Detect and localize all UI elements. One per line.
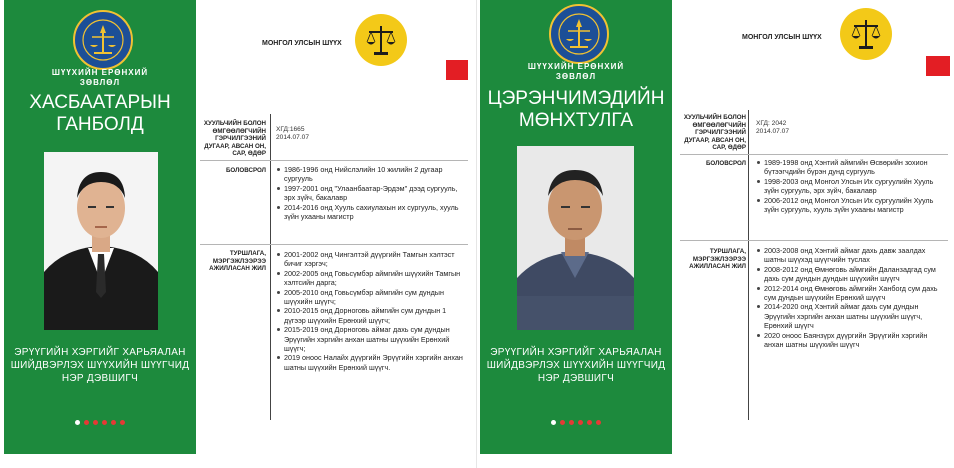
section-divider	[748, 110, 749, 420]
carousel-dot[interactable]	[102, 420, 107, 425]
experience-label: ТУРШЛАГА, МЭРГЭЖЛЭЭРЭЭ АЖИЛЛАСАН ЖИЛ	[209, 250, 266, 273]
list-item: 2002-2005 онд Говьсүмбэр аймгийн шүүхийн Тамгын хэлтсийн дарга;	[276, 269, 466, 288]
carousel-dot[interactable]	[569, 420, 574, 425]
candidate-name: ХАСБААТАРЫН ГАНБОЛД	[29, 92, 171, 135]
candidate-name: ЦЭРЭНЧИМЭДИЙН МӨНХТУЛГА	[487, 88, 665, 131]
candidate-card-1	[0, 0, 474, 468]
list-item: 2005-2010 онд Говьсүмбэр аймгийн сум дундын шүүхийн шүүгч;	[276, 288, 466, 307]
court-scales-emblem-icon	[840, 8, 892, 60]
decree-label: ХУУЛЬЧИЙН БОЛОН ӨМГӨӨЛӨГЧИЙН ГЭРЧИЛГЭЭНИЙ ДУГААР, АВСАН ОН, САР, ӨДӨР	[683, 114, 746, 152]
judicial-council-emblem-icon	[73, 10, 133, 70]
decree-value: ХГД: 2042 2014.07.07	[756, 120, 790, 135]
list-item: 2012-2014 онд Өмнөговь аймгийн Ханбогд сум дахь сум дундын шүүхийн Ерөнхий шүүгч	[756, 284, 946, 303]
judicial-council-emblem-icon	[549, 4, 609, 64]
carousel-dot[interactable]	[578, 420, 583, 425]
list-item: 2010-2015 онд Дорноговь аймгийн сум дундын 1 дүгээр шүүхийн Ерөнхий шүүгч;	[276, 306, 466, 325]
court-label: МОНГОЛ УЛСЫН ШҮҮХ	[742, 34, 822, 41]
list-item: 2015-2019 онд Дорноговь аймаг дахь сум дундын Эрүүгийн хэргийн анхан шатны шүүхийн Ерөнхий шүүгч;	[276, 325, 466, 353]
court-scales-emblem-icon	[355, 14, 407, 66]
list-item: 1989-1998 онд Хэнтий аймгийн Өсвөрийн зохион бүтээгчдийн бүрэн дунд сургууль	[756, 158, 946, 177]
position-title: ЭРҮҮГИЙН ХЭРГИЙГ ХАРЬЯАЛАН ШИЙДВЭРЛЭХ ШҮҮХИЙН ШҮҮГЧИД НЭР ДЭВШИГЧ	[486, 347, 666, 384]
carousel-dot[interactable]	[93, 420, 98, 425]
list-item: 2014-2020 онд Хэнтий аймаг дахь сум дундын Эрүүгийн хэргийн анхан шатны шүүхийн шүүгч, Ерөнхий шүүгч	[756, 302, 946, 330]
court-label: МОНГОЛ УЛСЫН ШҮҮХ	[262, 40, 342, 47]
profile-panel	[4, 0, 196, 454]
list-item: 2001-2002 онд Чингэлтэй дүүргийн Тамгын хэлтэст бичиг хэргэч;	[276, 250, 466, 269]
experience-list	[276, 250, 466, 372]
candidate-photo	[517, 146, 634, 330]
list-item: 2006-2012 онд Монгол Улсын Их сургуулийн Хууль зүйн сургууль, хууль зүйн ухааны магистр	[756, 196, 946, 215]
org-name: ШҮҮХИЙН ЕРӨНХИЙ ЗӨВЛӨЛ	[527, 62, 625, 81]
org-name: ШҮҮХИЙН ЕРӨНХИЙ ЗӨВЛӨЛ	[51, 68, 149, 87]
position-title: ЭРҮҮГИЙН ХЭРГИЙГ ХАРЬЯАЛАН ШИЙДВЭРЛЭХ ШҮҮХИЙН ШҮҮГЧИД НЭР ДЭВШИГЧ	[10, 347, 190, 384]
education-list	[756, 158, 946, 214]
candidate-photo	[44, 152, 158, 330]
list-item: 2003-2008 онд Хэнтий аймаг дахь давж заалдах шатны шүүхэд шүүгчийн туслах	[756, 246, 946, 265]
decree-label: ХУУЛЬЧИЙН БОЛОН ӨМГӨӨЛӨГЧИЙН ГЭРЧИЛГЭЭНИЙ ДУГААР, АВСАН ОН, САР, ӨДӨР	[203, 120, 266, 158]
carousel-dot[interactable]	[84, 420, 89, 425]
red-tab-marker	[926, 56, 950, 76]
list-item: 2014-2016 онд Хууль сахиулахын их сургууль, хууль зүйн ухааны магистр	[276, 203, 466, 222]
profile-panel	[480, 0, 672, 454]
row-divider	[680, 240, 948, 241]
carousel-dot[interactable]	[596, 420, 601, 425]
list-item: 2019 оноос Налайх дүүргийн Эрүүгийн хэргийн анхан шатны шүүхийн Ерөнхий шүүгч.	[276, 353, 466, 372]
row-divider	[200, 244, 468, 245]
red-tab-marker	[446, 60, 468, 80]
row-divider	[680, 154, 948, 155]
list-item: 2008-2012 онд Өмнөговь аймгийн Даланзадгад сум дахь сум дундын дундын шүүхийн шүүгч	[756, 265, 946, 284]
carousel-dots	[480, 420, 672, 425]
list-item: 2020 оноос Баянзүрх дүүргийн Эрүүгийн хэргийн анхан шатны шүүхийн шүүгч	[756, 331, 946, 350]
education-label: БОЛОВСРОЛ	[705, 160, 746, 167]
decree-value: ХГД:1665 2014.07.07	[276, 126, 310, 141]
carousel-dot[interactable]	[75, 420, 80, 425]
list-item: 1986-1996 онд Нийслэлийн 10 жилийн 2 дугаар сургууль	[276, 165, 466, 184]
experience-label: ТУРШЛАГА, МЭРГЭЖЛЭЭРЭЭ АЖИЛЛАСАН ЖИЛ	[689, 248, 746, 271]
card-separator	[476, 0, 477, 468]
experience-list	[756, 246, 946, 349]
carousel-dot[interactable]	[120, 420, 125, 425]
education-label: БОЛОВСРОЛ	[225, 167, 266, 174]
list-item: 1998-2003 онд Монгол Улсын Их сургуулийн Хууль зүйн сургууль, эрх зүйч, бакалавр	[756, 177, 946, 196]
carousel-dots	[4, 420, 196, 425]
carousel-dot[interactable]	[560, 420, 565, 425]
list-item: 1997-2001 онд "Улаанбаатар-Эрдэм" дээд сургууль, эрх зүйч, бакалавр	[276, 184, 466, 203]
education-list	[276, 165, 466, 221]
carousel-dot[interactable]	[111, 420, 116, 425]
carousel-dot[interactable]	[587, 420, 592, 425]
row-divider	[200, 160, 468, 161]
candidate-card-2	[480, 0, 954, 468]
carousel-dot[interactable]	[551, 420, 556, 425]
